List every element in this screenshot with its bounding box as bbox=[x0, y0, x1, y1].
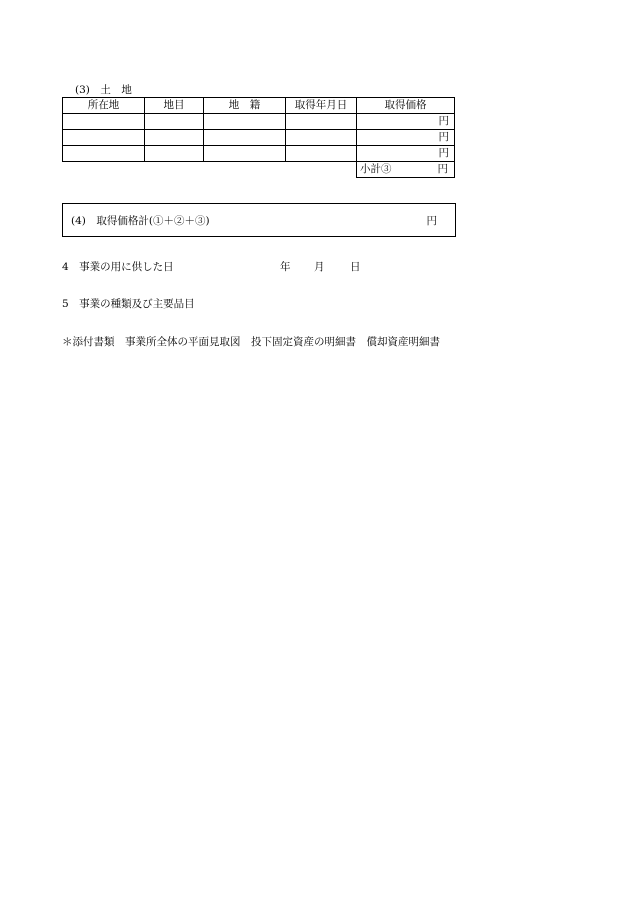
total-price-yen: 円 bbox=[426, 215, 437, 227]
cell-acquisition-date[interactable] bbox=[286, 130, 357, 146]
section-3-title: (3) 土 地 bbox=[75, 84, 132, 96]
subtotal-row bbox=[63, 162, 455, 178]
header-location: 所在地 bbox=[63, 98, 145, 114]
cell-acquisition-date[interactable] bbox=[286, 114, 357, 130]
cell-location[interactable] bbox=[63, 130, 145, 146]
cell-land-area[interactable] bbox=[204, 114, 286, 130]
cell-acquisition-price[interactable]: 円 bbox=[357, 114, 455, 130]
cell-location[interactable] bbox=[63, 114, 145, 130]
cell-land-area[interactable] bbox=[204, 130, 286, 146]
header-land-area: 地 籍 bbox=[204, 98, 286, 114]
land-table-header bbox=[63, 98, 455, 114]
cell-acquisition-price[interactable]: 円 bbox=[357, 130, 455, 146]
header-land-category: 地目 bbox=[145, 98, 204, 114]
subtotal-cell[interactable] bbox=[357, 162, 455, 178]
cell-acquisition-date[interactable] bbox=[286, 146, 357, 162]
business-start-date-label: 4 事業の用に供した日 bbox=[62, 261, 174, 273]
table-row bbox=[63, 146, 455, 162]
header-acquisition-price: 取得価格 bbox=[357, 98, 455, 114]
cell-land-area[interactable] bbox=[204, 146, 286, 162]
date-month-label: 月 bbox=[314, 261, 325, 273]
land-table bbox=[62, 97, 455, 178]
cell-land-category[interactable] bbox=[145, 114, 204, 130]
cell-land-category[interactable] bbox=[145, 130, 204, 146]
subtotal-label: 小計③ bbox=[360, 163, 392, 175]
table-row bbox=[63, 130, 455, 146]
total-price-label: (4) 取得価格計(①＋②＋③) bbox=[71, 215, 210, 227]
cell-acquisition-price[interactable]: 円 bbox=[357, 146, 455, 162]
cell-land-category[interactable] bbox=[145, 146, 204, 162]
attachments-note: ＊添付書類 事業所全体の平面見取図 投下固定資産の明細書 償却資産明細書 bbox=[62, 336, 440, 348]
header-acquisition-date: 取得年月日 bbox=[286, 98, 357, 114]
cell-location[interactable] bbox=[63, 146, 145, 162]
total-price-box[interactable] bbox=[62, 203, 456, 237]
table-row bbox=[63, 114, 455, 130]
subtotal-yen: 円 bbox=[437, 163, 448, 175]
date-year-label: 年 bbox=[280, 261, 291, 273]
date-day-label: 日 bbox=[350, 261, 361, 273]
business-type-label: 5 事業の種類及び主要品目 bbox=[62, 298, 195, 310]
